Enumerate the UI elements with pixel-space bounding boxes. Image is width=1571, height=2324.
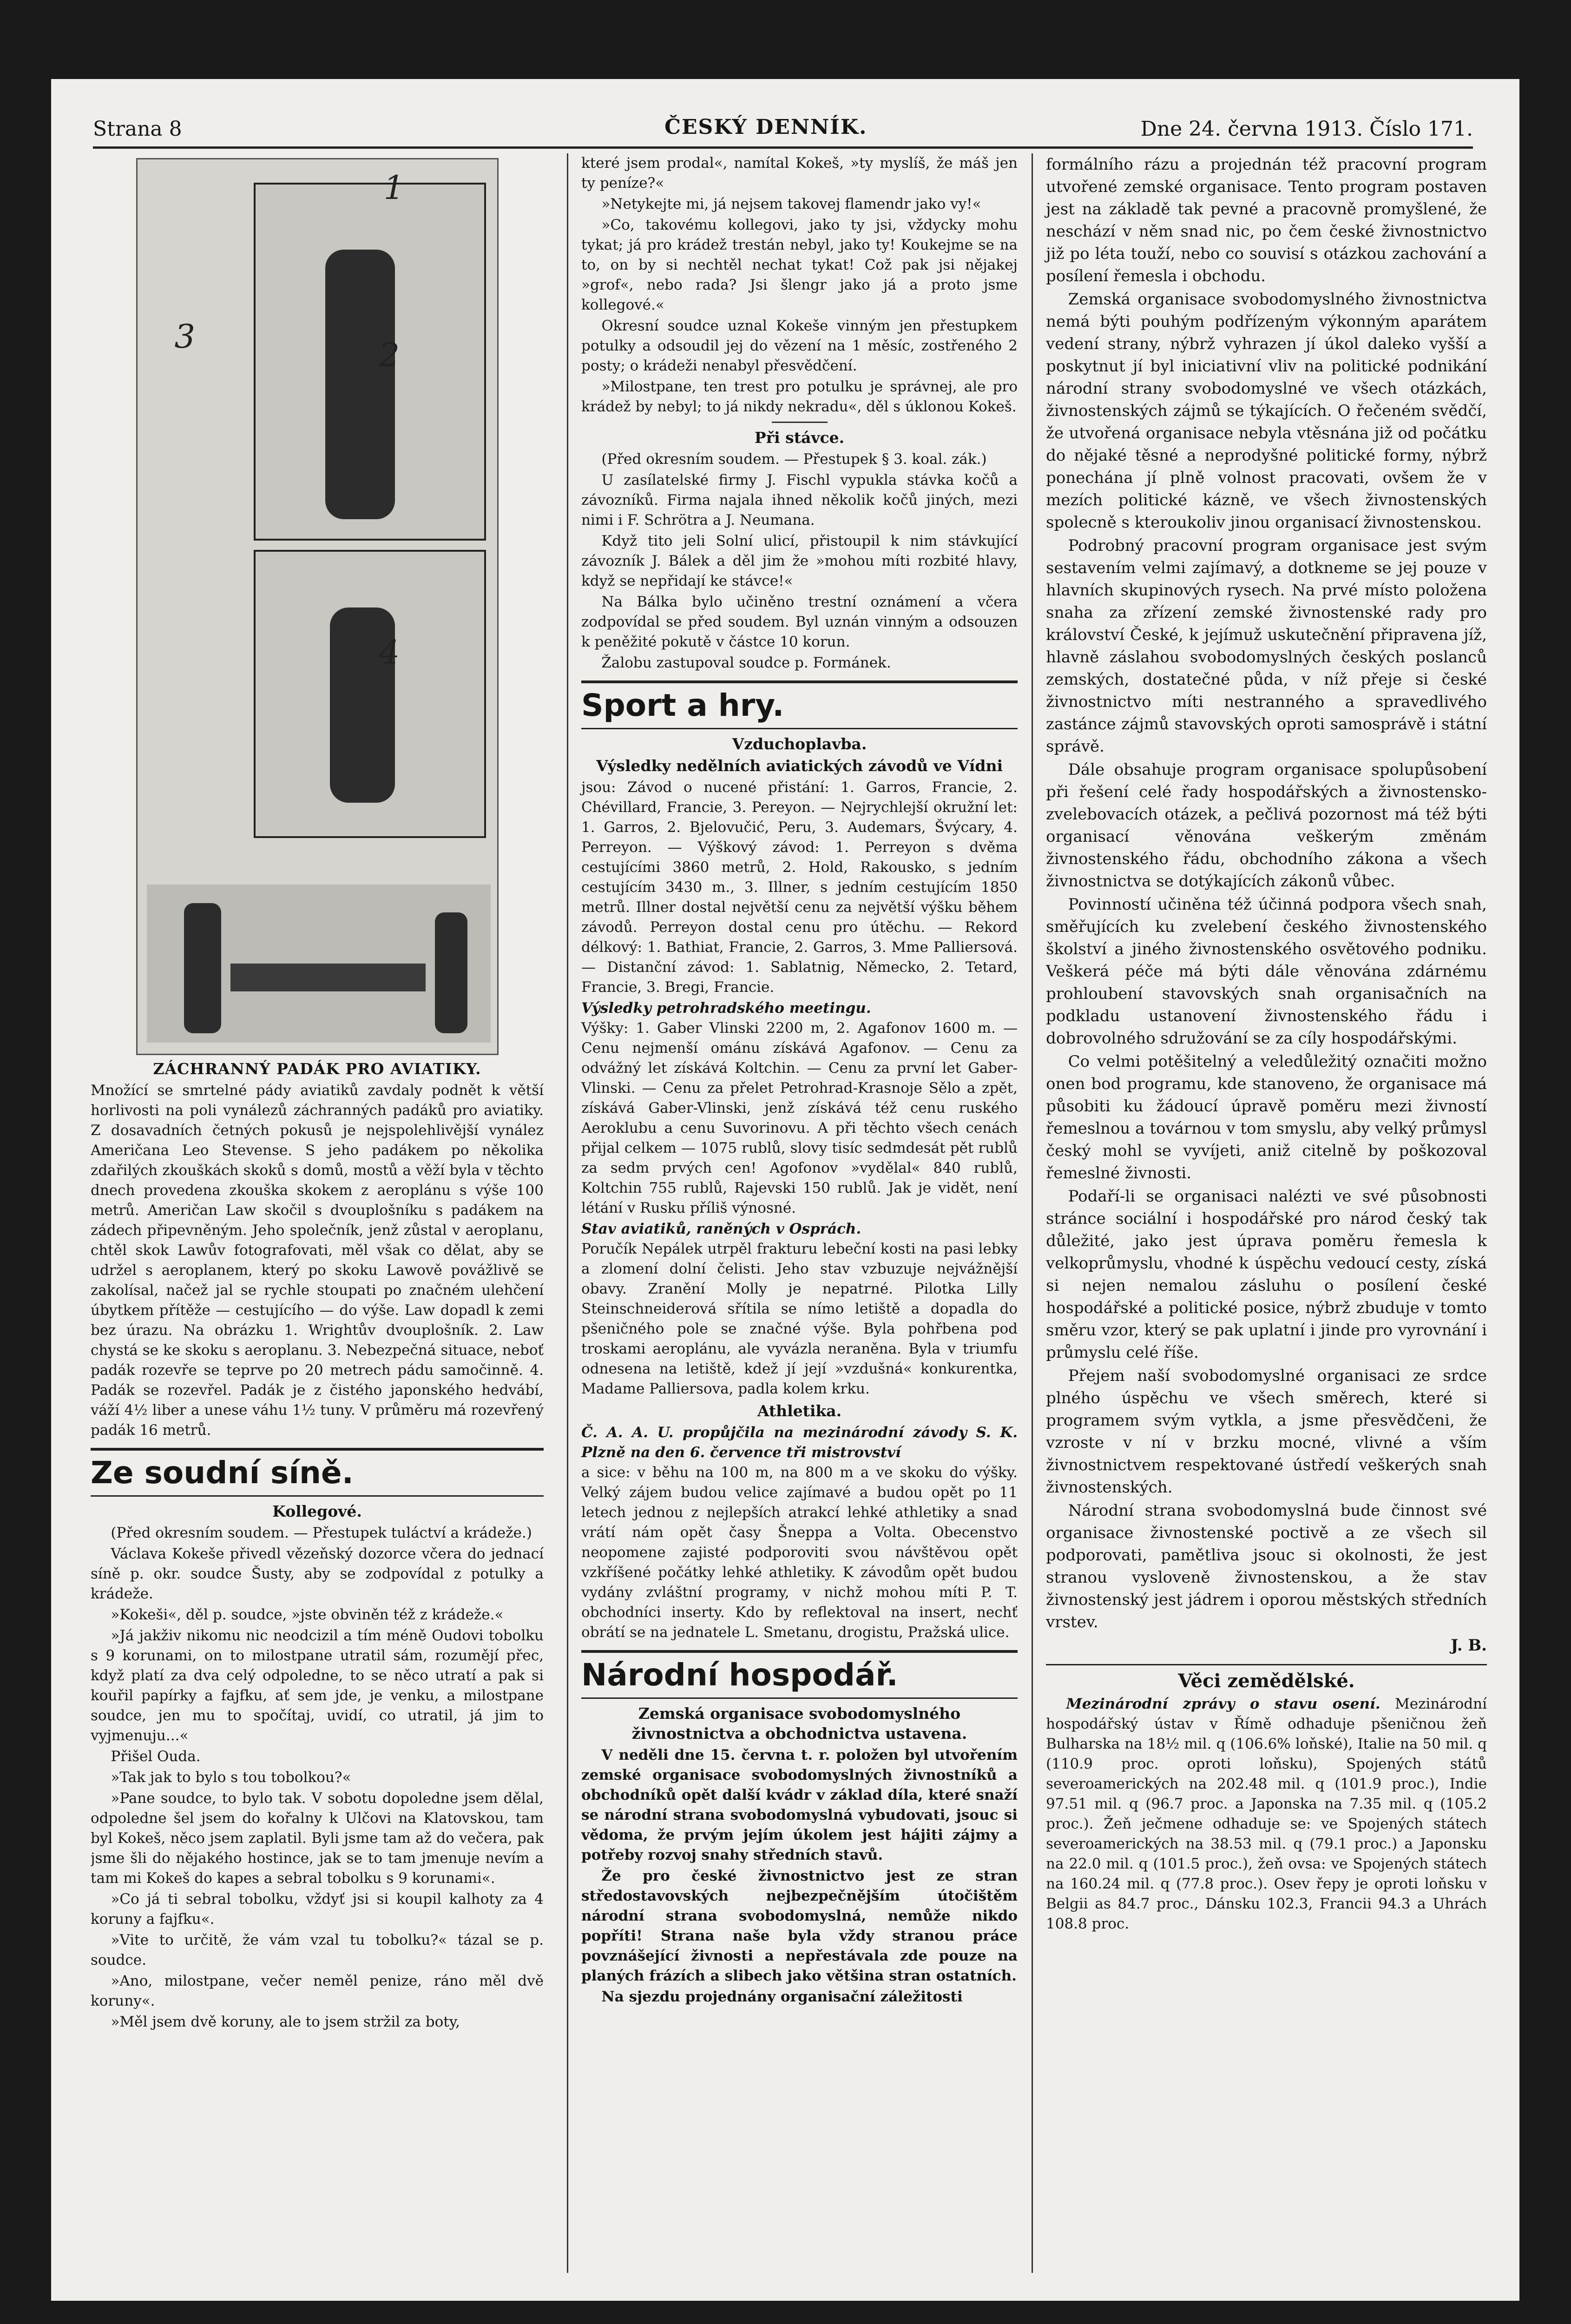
paragraph: Okresní soudce uznal Kokeše vinným jen přestupkem potulky a odsoudil jej do vězení na 1 měsíc, zostřeného 2 posty; o krádeži nenabyl přesvědčení. [581,317,1018,374]
aviation-title: Vzduchoplavba. [732,735,867,753]
paragraph: Dále obsahuje program organisace spolupůsobení při řešení celé řady hospodářských a živnostensko-zvelebovacích otázek, a pečlivá pozornost má též býti organisací věnována veškerým změnám živnostenského řádu, obchodního zákona a všech živnostnictva se dotýkajících zákonů vůbec. [1046,760,1487,891]
paragraph: Na sjezdu projednány organisační záležitosti [601,1988,963,2005]
athletics-subtitle: Č. A. A. U. propůjčila na mezinárodní závody S. K. Plzně na den 6. července tři mistrovství [581,1424,1018,1461]
paragraph: »Co já ti sebral tobolku, vždyť jsi si koupil kalhoty za 4 koruny a fajfku«. [91,1891,544,1928]
paragraph: Co velmi potěšitelný a veledůležitý označiti možno onen bod programu, kde stanoveno, že organisace má působiti ku žádoucí úpravě poměru mezi živností řemeslnou a továrnou v tom smyslu, aby velký průmysl český mohl se vyvíjeti, aniž citelně by poškozoval řemeslné živnosti. [1046,1052,1487,1182]
date-issue: Dne 24. června 1913. Číslo 171. [1140,117,1473,141]
photo-panel-4 [254,550,486,838]
page-number: Strana 8 [93,117,182,141]
column-1 [91,153,544,2273]
section-title-economy: Národní hospodář. [581,1650,1018,1699]
parachute-photo [136,158,499,1055]
agriculture-subtitle: Mezinárodní zprávy o stavu osení. [1066,1696,1380,1712]
paragraph: (Před okresním soudem. — Přestupek tuláctví a krádeže.) [111,1525,532,1541]
section-title-agriculture: Věci zemědělské. [1178,1670,1355,1692]
paragraph: »Tak jak to bylo s tou tobolkou?« [111,1769,351,1786]
photo-number-3: 3 [174,317,196,356]
paragraph: Podaří-li se organisaci nalézti ve své působnosti stránce sociální i hospodářské pro národ český tak důležité, jako jest úprava poměru řemesla k velkoprůmyslu, vhodné k úspěchu vedoucí cesty, získá si nejen nemalou zásluhu o posílení české hospodářské a politické posice, nýbrž zbuduje v tomto směru vzor, který se pak uplatní i jinde pro vyrovnání i průmyslu celé říše. [1046,1187,1487,1362]
athletics-text: a sice: v běhu na 100 m, na 800 m a ve skoku do výšky. Velký zájem budou velice zajímavé a budou opět po 11 letech jednou z nejlepších atrakcí lehké athletiky a snad vrátí nám opět časy Šneppa a Volta. Obecenstvo neopomene zajisté podporoviti svou návštěvou opět vzkříšené počátky lehké athletiky. K závodům opět budou vydány zvláštní programy, v nichž mohou míti P. T. obchodníci inserty. Kdo by reflektoval na insert, nechť obrátí se na jednatele L. Smetanu, drogistu, Pražská ulice. [581,1464,1018,1641]
spectator-figure [184,903,221,1033]
paragraph: Zemská organisace svobodomyslného živnostnictva nemá býti pouhým podřízeným výkonným aparátem vedení strany, nýbrž vyhrazen jí úkol daleko vyšší a poskytnut jí byl iniciativní vliv na politické podnikání národní strany svobodomyslné ve všech otázkách, živnostenských zájmů se týkajících. O řečeném svědčí, že utvořená organisace nebyla vtěsnána již od počátku do nějaké těsné a neprodyšné politické formy, nýbrž ponechána jí plně volnost pracovati, ovšem že v mezích politické kázně, ve všech živnostenských spolecně s kteroukoliv jinou organisací živnostenskou. [1046,290,1487,532]
aviation-results: jsou: Závod o nucené přistání: 1. Garros, Francie, 2. Chévillard, Francie, 3. Pereyon. — Nejrychlejší okružní let: 1. Garros, 2. Bjelovučić, Peru, 3. Audemars, Švýcary, 4. Perreyon. — Výškový závod: 1. Perreyon s dvěma cestujícími 3860 metrů, 2. Hold, Rakousko, s jedním cestujícím 3430 m., 3. Illner, s jedním cestujícím 1850 metrů. Illner dostal největší cenu za největší výšku během závodů. Perreyon dostal cenu pro útěchu. — Rekord délkový: 1. Bathiat, Francie, 2. Garros, 3. Mme Palliersová. — Distanční závod: 1. Sablatnig, Německo, 2. Tetard, Francie, 3. Bregi, Francie. [581,779,1018,996]
paragraph: Na Bálka bylo učiněno trestní oznámení a včera zodpovídal se před soudem. Byl uznán vinným a odsouzen k peněžité pokutě v částce 10 korun. [581,594,1018,650]
paragraph: Povinností učiněna též účinná podpora všech snah, směřujících ku zvelebení českého živnostenského školství a jiného živnostenského osvětového podniku. Veškerá péče má býti dále věnována zdárnému prohloubení stavovských snah organisačních na podkladu ustanovení živnostenského řádu i dobrovolného sdružování se za cíly hospodářskými. [1046,895,1487,1048]
column-3 [1032,153,1487,2273]
economy-subtitle: Zemská organisace svobodomyslného živnostnictva a obchodnictva ustavena. [631,1704,967,1743]
paragraph: (Před okresním soudem. — Přestupek § 3. koal. zák.) [601,451,987,468]
newspaper-page [51,79,1519,2301]
divider [772,422,828,423]
paragraph: »Netykejte mi, já nejsem takovej flamendr jako vy!« [601,196,981,212]
paragraph: Když tito jeli Solní ulicí, přistoupil k nim stávkující závozník J. Bálek a děl jim že »mohou míti rozbité hlavy, když se nepřidají ke stávce!« [581,533,1018,589]
paragraph: »Kokeši«, děl p. soudce, »jste obviněn též z krádeže.« [111,1606,504,1623]
photo-number-2: 2 [379,336,400,374]
petrohrad-subtitle: Výsledky petrohradského meetingu. [581,1000,871,1017]
paragraph: Národní strana svobodomyslná bude činnost své organisace živnostenské poctivě a ze všech sil podporovati, pamětliva jsouc si okolnosti, že jest stranou vysloveně živnostenskou, a že stav živnostenský jest jádrem i oporou městských středních vrstev. [1046,1501,1487,1631]
article-title-strike: Při stávce. [754,429,845,447]
paragraph: »Já jakživ nikomu nic neodcizil a tím méně Oudovi tobolku s 9 korunami, on to milostpane utratil sám, rozumějí přec, když platí za dva celý odpoledne, to se něco utratí a pak si kouřil papírky a fajfku, ať sem jde, je venku, a milostpane soudce, jen mu to spočítaj, uvidí, co utratil, já jim to vyjmenuju...« [91,1627,544,1744]
photo-panel-crowd [147,885,491,1043]
petrohrad-results: Výšky: 1. Gaber Vlinski 2200 m, 2. Agafonov 1600 m. — Cenu nejmenší ománu získává Agafonov. — Cenu za odvážný let získává Koltchin. — Cenu za první let Gaber-Vlinski. — Cenu za přelet Petrohrad-Krasnoje Sělo a zpět, získává Gaber-Vlinski, jenž získává též cenu ruského Aeroklubu a cenu Suvorinovu. A při těchto všech cenách přijal celkem — 1075 rublů, slovy tisíc sedmdesát pět rublů za sedm prvých cen! Agofonov »vydělal« 840 rublů, Koltchin 755 rublů, Rajevski 150 rublů. Jak je vidět, není létání v Rusku příliš výnosné. [581,1020,1018,1216]
paragraph: V neděli dne 15. června t. r. položen byl utvořením zemské organisace svobodomyslných živnostníků a obchodníků opět další kvádr v základ díla, které snaží se národní strana svobodomyslná vybudovati, jsouc si vědoma, že prvým jejím úkolem jest hájiti zájmy a potřeby rozvoj snahy středních stavů. [581,1747,1018,1863]
column-2 [567,153,1018,2273]
paragraph: které jsem prodal«, namítal Kokeš, »ty myslíš, že máš jen ty peníze?« [581,155,1018,191]
parachute-article: Množící se smrtelné pády aviatiků zavdaly podnět k větší horlivosti na poli vynálezů záchranných padáků pro aviatiky. Z dosavadních četných pokusů je nejspolehlivější vynález Američana Leo Stevense. S jeho padákem po několika zdařilých zkouškách skoků s domů, mostů a věží byla v těchto dnech provedena zkouška skokem z aeroplánu s výše 100 metrů. Američan Law skočil s dvouplošníku s padákem na zádech připevněným. Jeho společník, jenž zůstal v aeroplanu, chtěl skok Lawův fotografovati, měl však co dělat, aby se udržel s aeroplanem, který po skoku Lawově povážlivě se zakolísal, načež jal se rychle stoupati po značném ulehčení úbytkem přítěže — cestujícího — do výše. Law dopadl k zemi bez úrazu. Na obrázku 1. Wrightův dvouplošník. 2. Law chystá se ke skoku s aeroplanu. 3. Nebezpečná situace, neboť padák rozevře se teprve po 20 metrech pádu samočinně. 4. Padák se rozevřel. Padák je z čistého japonského hedvábí, váží 4½ liber a unese váhu 1½ tuny. V průměru má rozevřený padák 16 metrů. [91,1082,544,1439]
aviation-subtitle: Výsledky nedělních aviatických závodů ve Vídni [596,757,1003,775]
paragraph: Že pro české živnostnictvo jest ze stran středostavovských nejbezpečnějším útočištěm národní strana svobodomyslná, nemůže nikdo popříti! Strana naše byla vždy stranou práce povznášející živnosti a nepřestávala zde pouze na planých frázích a slibech jako většina stran ostatních. [581,1868,1018,1984]
paragraph: Václava Kokeše přivedl vězeňský dozorce včera do jednací síně p. okr. soudce Šusty, aby se zodpovídal z potulky a krádeže. [91,1545,544,1602]
paragraph: Přejem naší svobodomyslné organisaci ze srdce plného úspěchu ve všech směrech, které si programem svým vytkla, a jsme přesvědčeni, že vzroste v ní v brzku mocné, vlivné a vším živnostnictvem respektované ústředí veškerých snah živnostenských. [1046,1367,1487,1497]
paragraph: »Měl jsem dvě koruny, ale to jsem stržil za boty, [111,2014,460,2030]
paragraph: »Milostpane, ten trest pro potulku je správnej, ale pro krádež by nebyl; to já nikdy nekradu«, děl s úklonou Kokeš. [581,378,1018,415]
agriculture-text: Mezinárodní hospodářský ústav v Římě odhaduje pšeničnou žeň Bulharska na 18½ mil. q (106.6% loňské), Italie na 50 mil. q (110.9 proc. oproti loňsku), Spojených států severoamerických na 202.48 mil. q (101.9 proc.), Indie 97.51 mil. q (96.7 proc. a Japonska na 7.35 mil. q (105.2 proc.). Žeň ječmene odhaduje se: ve Spojených státech severoamerických na 38.53 mil. q (79.1 proc.) a Japonsku na 22.0 mil. q (101.5 proc.), žeň ovsa: ve Spojených státech na 160.24 mil. q (77.8 proc.). Osev řepy je oproti loňsku v Belgii as 84.7 proc., Dánsku 102.3, Francii 94.3 a Uhrách 108.8 proc. [1046,1696,1487,1932]
crash-subtitle: Stav aviatiků, raněných v Osprách. [581,1221,861,1237]
crowd-band [230,964,426,991]
photo-number-4: 4 [379,634,400,672]
paragraph: Podrobný pracovní program organisace jest svým sestavením velmi zajímavý, a dotkneme se jej pouze v hlavních skupinových rysech. Na prvé místo položena snaha za zřízení zemské živnostenské rady pro království České, k jejímuž uskutečnění připravena jíž, hlavně záslahou svobodomyslných českých poslanců zemských, dostatečné půda, v níž přeje si české živnostnictvo míti nestranného a spravedlivého zastánce zájmů stavovských oproti samosprávě i státní správě. [1046,536,1487,756]
section-title-sport: Sport a hry. [581,680,1018,729]
article-title-kollegove: Kollegové. [272,1502,362,1520]
photo-panel-2 [254,183,486,541]
paragraph: Žalobu zastupoval soudce p. Formánek. [601,654,891,671]
paragraph: »Co, takovému kollegovi, jako ty jsi, vždycky mohu tykat; já pro krádež trestán nebyl, jako ty! Koukejme se na to, on by si nechtěl nechat tykat! Což pak jsi nějakej »grof«, nebo rada? Jsi šlengr jako já a proto jsme kollegové.« [581,217,1018,313]
photo-number-1: 1 [383,169,405,207]
crash-report: Poručík Nepálek utrpěl frakturu lebeční kosti na pasi lebky a zlomení dolní čelisti. Jeho stav vzbuzuje nejvážnější obavy. Zranění Molly je nepatrné. Pilotka Lilly Steinschneiderová sřítila se nímo letiště a dopadla do pšeničného pole se značné výše. Byla pohřbena pod troskami aeroplánu, ale vyvázla neraněna. Byla v triumfu odnesena na letiště, kdež jí její »vzdušná« konkurentka, Madame Palliersova, padla kolem krku. [581,1241,1018,1397]
divider [1046,1664,1487,1665]
paragraph: »Ano, milostpane, večer neměl penize, ráno měl dvě koruny«. [91,1973,544,2009]
paragraph: formálního rázu a projednán též pracovní program utvořené zemské organisace. Tento program postaven jest na základě tak pevné a pracovně promyšlené, že neschází v něm snad nic, po čem české živnostnictvo již po léta touží, nebo co souvisí s otázkou zachování a posílení řemesla i obchodu. [1046,155,1487,285]
section-title-court: Ze soudní síně. [91,1448,544,1497]
paragraph: »Pane soudce, to bylo tak. V sobotu dopoledne jsem dělal, odpoledne šel jsem do kořalny k Ulčovi na Klatovskou, tam byl Kokeš, něco jsem zaplatil. Byli jsme tam až do večera, pak jsme šli do nějakého hostince, jak se to tam jmenuje nevím a tam mi Kokeš do kapes a sebral tobolku s 9 korunami«. [91,1790,544,1887]
athletics-title: Athletika. [757,1402,842,1420]
author-signature: J. B. [1451,1636,1487,1655]
newspaper-title: ČESKÝ DENNÍK. [664,115,868,139]
parachutist-figure [325,250,395,519]
page-header [93,112,1473,149]
paragraph: Přišel Ouda. [111,1748,201,1765]
spectator-figure [435,912,467,1033]
paragraph: »Vite to určitě, že vám vzal tu tobolku?« tázal se p. soudce. [91,1932,544,1968]
paragraph: U zasílatelské firmy J. Fischl vypukla stávka kočů a závozníků. Firma najala ihned několik kočů jiných, mezi nimi i F. Schrötra a J. Neumana. [581,472,1018,528]
photo-caption: ZÁCHRANNÝ PADÁK PRO AVIATIKY. [153,1060,481,1078]
